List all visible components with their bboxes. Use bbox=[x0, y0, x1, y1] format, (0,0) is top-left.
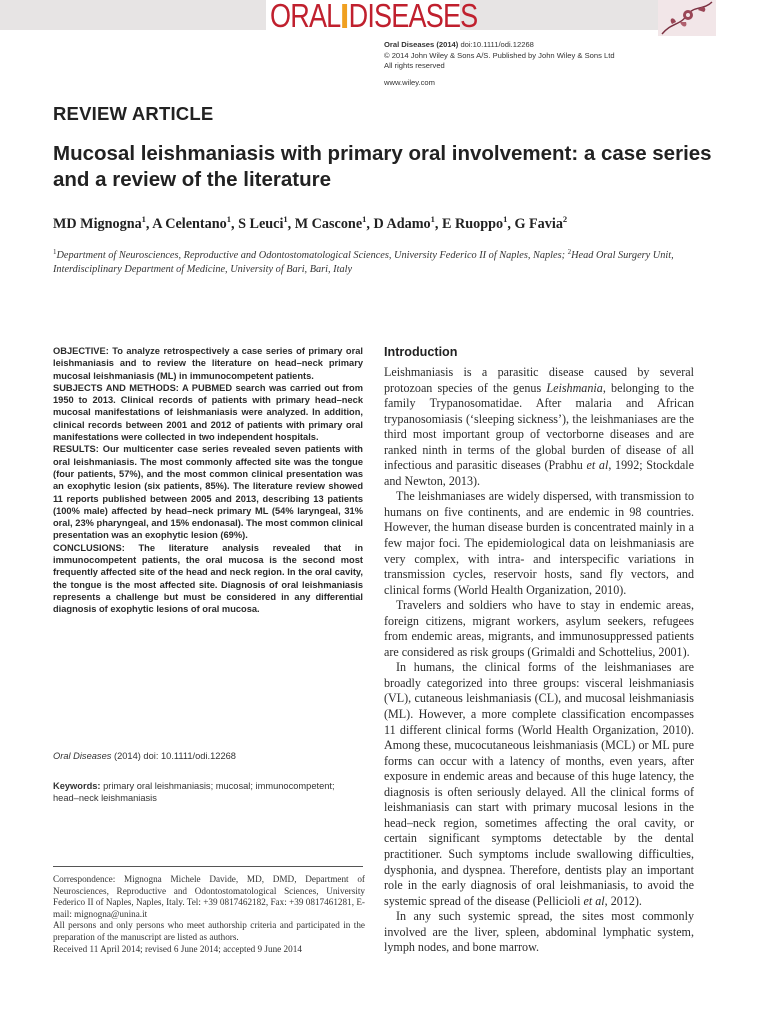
intro-paragraph-5: In any such systemic spread, the sites most commonly involved are the liver, spleen, abdominal lymphatic system, lymph nodes, and bone marrow. bbox=[384, 909, 694, 955]
affiliation-mark: 1 bbox=[53, 248, 57, 256]
section-heading-introduction: Introduction bbox=[384, 345, 458, 359]
footnote-divider bbox=[53, 866, 363, 867]
author-affiliation-mark: 1 bbox=[141, 214, 146, 224]
author-affiliation-mark: 1 bbox=[226, 214, 231, 224]
masthead-band-right bbox=[460, 0, 660, 30]
keywords bbox=[53, 780, 363, 805]
intro-paragraph-4: In humans, the clinical forms of the leishmaniases are broadly categorized into three groups: visceral leishmaniasis (VL), cutaneous leishmaniasis (CL), and mucosal leishmaniasis (ML). However, a more complete classification encompasses 11 different clinical forms (World Health Organization, 2010). Among these, mucocutaneous leishmaniasis (MCL) or ML pure forms can occur with a latency of months, even years, after exposure in endemic areas and because of this huge latency, the diagnosis is often seriously delayed. All the clinical forms of leishmaniasis can start with primary mucosal lesions in the head–neck region, sometimes affecting the oral cavity, or certain significant symptoms detectable by the dental practitioner. Such symptoms include swallowing difficulties, dysphonia, and dyspnea. Therefore, dentists play an important role in the early diagnosis of oral leishmaniasis, to avoid the systemic spread of the disease (Pellicioli et al, 2012). bbox=[384, 660, 694, 908]
author: E Ruoppo bbox=[441, 216, 504, 232]
article-type: REVIEW ARTICLE bbox=[53, 103, 214, 124]
author: S Leuci bbox=[238, 216, 284, 232]
intro-paragraph-1: Leishmaniasis is a parasitic disease caused by several protozoan species of the genus Leishmania, belonging to the family Trypanosomatidae. After malaria and African trypanosomiasis (‘sleeping sickness’), the leishmaniases are the third most important group of vectorborne diseases and are ranked ninth in terms of the global burden of disease of all infectious and parasitic diseases (Prabhu et al, 1992; Stockdale and Newton, 2013). bbox=[384, 365, 694, 488]
abstract bbox=[53, 345, 363, 616]
affiliation-1: Department of Neurosciences, Reproductive and Odontostomatological Sciences, University Federico II of Naples, Naples; bbox=[56, 250, 568, 261]
abstract-conclusions bbox=[53, 542, 363, 616]
correspondence-address: Correspondence: Mignogna Michele Davide, MD, DMD, Department of Neurosciences, Reproductive and Odontostomatological Sciences, University Federico II of Naples, Naples, Italy. Tel: +39 0817462182, Fax: +39 0817461281, E-mail: mignogna@unina.it bbox=[53, 874, 365, 919]
website-link[interactable]: www.wiley.com bbox=[384, 77, 435, 87]
keywords-text: primary oral leishmaniasis; mucosal; immunocompetent; head–neck leishmaniasis bbox=[53, 781, 335, 804]
logo-separator bbox=[342, 4, 347, 28]
journal-line bbox=[384, 40, 615, 51]
floral-ornament-icon bbox=[658, 0, 716, 36]
affiliations bbox=[53, 245, 723, 277]
author-affiliation-mark: 1 bbox=[503, 214, 508, 224]
author: A Celentano bbox=[152, 216, 227, 232]
affiliation-mark: 2 bbox=[567, 248, 572, 256]
article-title: Mucosal leishmaniasis with primary oral involvement: a case series and a review of the literature bbox=[53, 142, 712, 191]
abstract-text: A PUBMED search was carried out from 1950 to 2013. Clinical records of patients with primary head–neck mucosal manifestations of leishmaniasis were analyzed. In addition, clinical records between 2001 and 2012 of patients with primary oral manifestations were collected in two independent hospitals. bbox=[53, 382, 363, 443]
author: G Favia bbox=[514, 216, 563, 232]
citation-doi: (2014) doi: 10.1111/odi.12268 bbox=[111, 751, 236, 761]
author: M Cascone bbox=[294, 216, 363, 232]
abstract-label: OBJECTIVE: bbox=[53, 346, 109, 356]
intro-paragraph-2: The leishmaniases are widely dispersed, with transmission to humans on five continents, and are endemic in 98 countries. However, the human disease burden is concentrated mainly in a few major foci. The epidemiological data on leishmaniasis are very complex, with intra- and interspecific variations in transmission cycles, reservoir hosts, sand fly vectors, and clinical forms (World Health Organization, 2010). bbox=[384, 489, 694, 597]
abstract-text: To analyze retrospectively a case series of primary oral leishmaniasis and to review the literature on head–neck primary mucosal leishmaniasis (ML) in immunocompetent patients. bbox=[53, 346, 363, 381]
journal-logo-left: ORAL bbox=[270, 0, 341, 34]
abstract-text: The literature analysis revealed that in immunocompetent patients, the oral mucosa is the second most frequently affected site of the head and neck region. In the oral cavity, the tongue is the most affected site. Diagnosis of oral leishmaniasis represents a challenge but must be considered in any differential diagnosis of exophytic lesions of oral mucosa. bbox=[53, 542, 363, 615]
journal-logo-right: DISEASES bbox=[348, 0, 478, 34]
abstract-methods bbox=[53, 382, 363, 443]
italic-text: Leishmania bbox=[546, 380, 603, 395]
masthead-band-left bbox=[0, 0, 266, 30]
correspondence-footnote bbox=[53, 874, 365, 955]
abstract-results bbox=[53, 443, 363, 541]
journal-line-doi: doi:10.1111/odi.12268 bbox=[460, 40, 534, 49]
publication-info bbox=[384, 40, 615, 88]
citation-line bbox=[53, 751, 236, 761]
received-dates: Received 11 April 2014; revised 6 June 2014; accepted 9 June 2014 bbox=[53, 943, 302, 954]
abstract-label: SUBJECTS AND METHODS: bbox=[53, 382, 179, 393]
italic-text: et al bbox=[583, 893, 605, 908]
author: D Adamo bbox=[373, 216, 431, 232]
keywords-label: Keywords: bbox=[53, 781, 101, 791]
copyright-line: © 2014 John Wiley & Sons A/S. Published by John Wiley & Sons Ltd bbox=[384, 50, 615, 60]
journal-line-title: Oral Diseases (2014) bbox=[384, 40, 459, 49]
journal-logo bbox=[270, 0, 477, 34]
abstract-text: Our multicenter case series revealed seven patients with oral leishmaniasis. The most commonly affected site was the tongue (four patients, 57%), and the most common clinical presentation was an exophytic lesion (six patients, 85%). The literature review showed 11 reports published between 2005 and 2013, describing 13 patients (100% male) affected by head–neck primary ML (54% laryngeal, 31% oral, 23% pharyngeal, and 15% endonasal). The most common clinical presentation was an exophytic lesion (69%). bbox=[53, 444, 363, 541]
affiliation-2: Head Oral Surgery Unit, Interdisciplinary Department of Medicine, University of Bari, Bari, Italy bbox=[53, 250, 674, 275]
journal-masthead bbox=[0, 0, 768, 36]
intro-paragraph-3: Travelers and soldiers who have to stay in endemic areas, foreign citizens, migrant workers, asylum seekers, refugees from endemic areas, migrants, and immunosuppressed patients are considered as risk groups (Grimaldi and Schottelius, 2001). bbox=[384, 598, 694, 659]
authorship-statement: All persons and only persons who meet authorship criteria and participated in the preparation of the manuscript are listed as authors. bbox=[53, 920, 365, 942]
rights-line: All rights reserved bbox=[384, 61, 445, 71]
abstract-objective bbox=[53, 345, 363, 382]
citation-journal: Oral Diseases bbox=[53, 751, 112, 761]
introduction-body bbox=[384, 365, 694, 956]
author-affiliation-mark: 1 bbox=[283, 214, 288, 224]
author-affiliation-mark: 1 bbox=[362, 214, 367, 224]
abstract-label: RESULTS: bbox=[53, 444, 99, 455]
abstract-label: CONCLUSIONS: bbox=[53, 542, 125, 553]
italic-text: et al bbox=[586, 458, 609, 473]
author-affiliation-mark: 1 bbox=[430, 214, 435, 224]
author-list: MD Mignogna$^1$, A Celentano$^1$, S Leuci$^1$, M Cascone$^1$, D Adamo$^1$, E Ruoppo$^1$, G Favia$^2$ bbox=[53, 214, 568, 232]
author: MD Mignogna bbox=[53, 216, 142, 232]
author-affiliation-mark: 2 bbox=[562, 214, 568, 224]
